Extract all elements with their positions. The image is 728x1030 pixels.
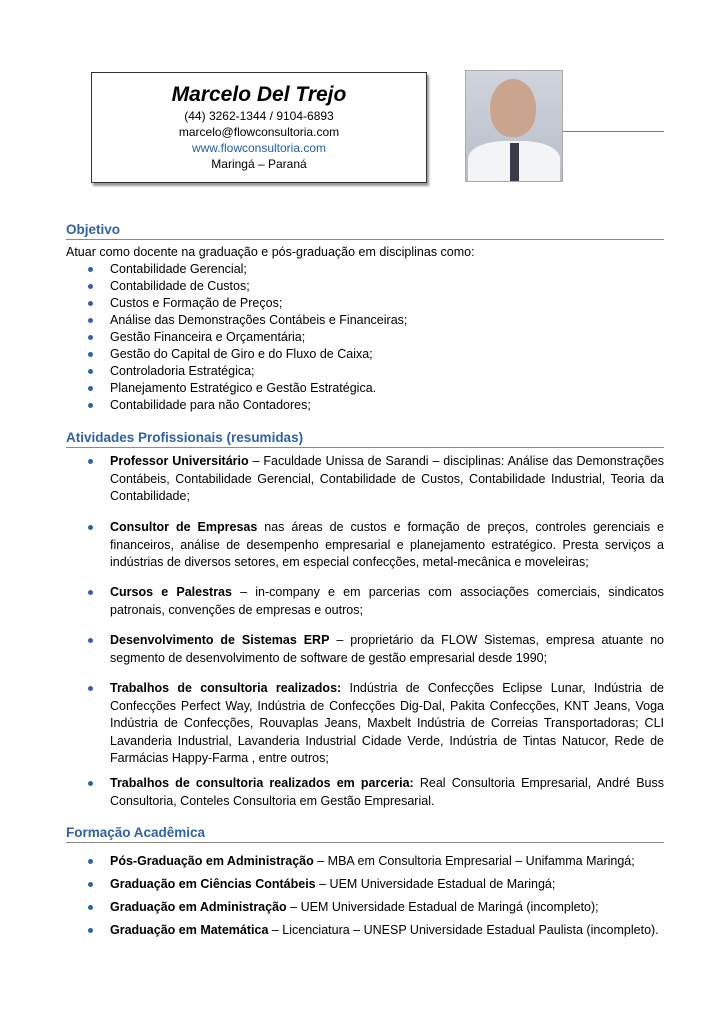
- list-item: Graduação em Matemática – Licenciatura – UNESP Universidade Estadual Paulista (incompleto).: [66, 922, 664, 940]
- list-item: Trabalhos de consultoria realizados em parceria: Real Consultoria Empresarial, André Buss Consultoria, Conteles Consultoria em Gestão Empresarial.: [66, 775, 664, 810]
- contact-header: [91, 72, 427, 183]
- list-item: Controladoria Estratégica;: [66, 363, 407, 380]
- list-item: Professor Universitário – Faculdade Unissa de Sarandi – disciplinas: Análise das Demonstrações Contábeis, Contabilidade Gerencial, Contabilidade de Custos, Contabilidade Industrial, Teoria da Contabilidade;: [66, 453, 664, 506]
- bullet-icon: [88, 335, 93, 340]
- list-item: Gestão Financeira e Orçamentária;: [66, 329, 407, 346]
- bullet-icon: [88, 386, 93, 391]
- list-item: Planejamento Estratégico e Gestão Estratégica.: [66, 380, 407, 397]
- bullet-icon: [88, 590, 93, 595]
- bullet-icon: [88, 525, 93, 530]
- list-item: Análise das Demonstrações Contábeis e Financeiras;: [66, 312, 407, 329]
- list-item: Contabilidade para não Contadores;: [66, 397, 407, 414]
- bullet-icon: [88, 352, 93, 357]
- bullet-icon: [88, 905, 93, 910]
- location: Maringá – Paraná: [211, 157, 307, 171]
- objetivo-intro: Atuar como docente na graduação e pós-graduação em disciplinas como:: [66, 245, 475, 259]
- bullet-icon: [88, 284, 93, 289]
- list-item: Graduação em Ciências Contábeis – UEM Universidade Estadual de Maringá;: [66, 876, 664, 894]
- bullet-icon: [88, 928, 93, 933]
- bullet-icon: [88, 638, 93, 643]
- header-rule-right: [563, 131, 664, 132]
- phone-numbers: (44) 3262-1344 / 9104-6893: [184, 109, 334, 123]
- list-item: Pós-Graduação em Administração – MBA em Consultoria Empresarial – Unifamma Maringá;: [66, 853, 664, 871]
- list-item: Consultor de Empresas nas áreas de custos e formação de preços, controles gerenciais e financeiros, análise de desempenho empresarial e planejamento estratégico. Presta serviços a indústrias de diversos setores, em especial confecções, metal-mecânica e moveleiras;: [66, 519, 664, 572]
- person-name: Marcelo Del Trejo: [171, 83, 347, 106]
- bullet-icon: [88, 686, 93, 691]
- bullet-icon: [88, 267, 93, 272]
- objetivo-list: [66, 261, 407, 414]
- list-item: Contabilidade de Custos;: [66, 278, 407, 295]
- bullet-icon: [88, 301, 93, 306]
- bullet-icon: [88, 369, 93, 374]
- list-item: Graduação em Administração – UEM Universidade Estadual de Maringá (incompleto);: [66, 899, 664, 917]
- section-title-atividades: Atividades Profissionais (resumidas): [66, 429, 664, 448]
- bullet-icon: [88, 781, 93, 786]
- list-item: Desenvolvimento de Sistemas ERP – proprietário da FLOW Sistemas, empresa atuante no segmento de desenvolvimento de software de gestão empresarial desde 1990;: [66, 632, 664, 667]
- bullet-icon: [88, 882, 93, 887]
- profile-photo: [465, 70, 563, 182]
- list-item: Trabalhos de consultoria realizados: Indústria de Confecções Eclipse Lunar, Indústria de Confecções Perfect Way, Indústria de Confecções Dig-Dal, Pakita Confecções, KNT Jeans, Voga Indústria de Confecções, Rouvaplas Jeans, Maxbelt Indústria de Correias Transportadoras; CLI Lavanderia Industrial, Lavanderia Industrial Cidade Verde, Indústria de Tintas Natucor, Rede de Farmácias Happy-Farma , entre outros;: [66, 680, 664, 768]
- list-item: Custos e Formação de Preços;: [66, 295, 407, 312]
- bullet-icon: [88, 403, 93, 408]
- bullet-icon: [88, 859, 93, 864]
- list-item: Gestão do Capital de Giro e do Fluxo de Caixa;: [66, 346, 407, 363]
- section-title-objetivo: Objetivo: [66, 221, 664, 240]
- bullet-icon: [88, 318, 93, 323]
- website-link[interactable]: www.flowconsultoria.com: [191, 141, 327, 155]
- list-item: Contabilidade Gerencial;: [66, 261, 407, 278]
- section-title-formacao: Formação Acadêmica: [66, 824, 664, 843]
- email-address[interactable]: marcelo@flowconsultoria.com: [178, 125, 340, 139]
- bullet-icon: [88, 459, 93, 464]
- list-item: Cursos e Palestras – in-company e em parcerias com associações comerciais, sindicatos patronais, convenções de empresas e outros;: [66, 584, 664, 619]
